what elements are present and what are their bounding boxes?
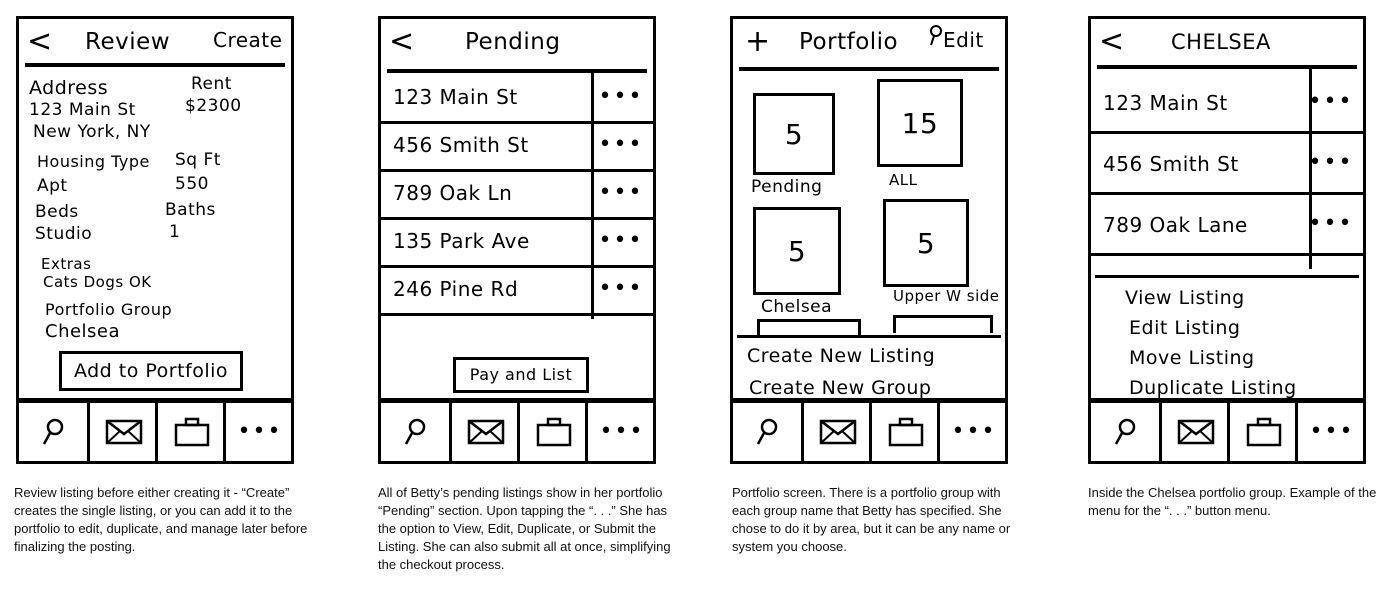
list-item[interactable] [1091,73,1363,134]
portfolio-header [733,19,1005,67]
group-label-pending: Pending [751,177,823,197]
group-tile-all[interactable] [877,79,963,167]
listing-address: 456 Smith St [1103,152,1239,176]
more-options-button[interactable]: ••• [598,276,644,301]
group-count: 5 [787,234,807,268]
add-to-portfolio-button[interactable]: Add to Portfolio [59,351,243,391]
page-title: Pending [465,29,561,55]
listing-address: 456 Smith St [393,133,529,157]
group-count: 5 [784,117,804,151]
pending-header [381,19,653,67]
tab-mail[interactable] [87,403,158,461]
tab-search[interactable] [733,403,801,461]
back-button[interactable]: < [27,24,53,59]
list-item[interactable] [381,121,653,172]
listing-address: 789 Oak Lane [1103,213,1248,237]
rent-value: $2300 [185,96,242,116]
menu-duplicate-listing[interactable]: Duplicate Listing [1129,377,1297,399]
more-icon: ••• [599,419,645,444]
listing-address: 246 Pine Rd [393,277,519,301]
tab-more[interactable] [585,403,656,461]
page-title: CHELSEA [1171,30,1271,54]
chelsea-header [1091,19,1363,67]
group-tile-chelsea[interactable] [753,207,841,295]
beds-label: Beds [35,202,79,222]
more-icon: ••• [1309,419,1355,444]
edit-button[interactable] [929,25,984,55]
list-item[interactable] [1091,134,1363,195]
listing-address: 789 Oak Ln [393,181,513,205]
tab-more[interactable] [223,403,294,461]
sqft-label: Sq Ft [175,150,221,170]
housing-type-value: Apt [37,176,68,196]
group-label-upper-west-side: Upper W side [893,287,1000,305]
review-header [19,19,291,67]
briefcase-icon [1246,417,1282,447]
menu-move-listing[interactable]: Move Listing [1129,347,1255,369]
search-icon [754,417,780,447]
more-options-button[interactable]: ••• [1308,150,1354,175]
briefcase-icon [888,417,924,447]
address-label: Address [29,77,109,99]
back-button[interactable]: < [389,24,415,59]
more-icon: ••• [237,419,283,444]
tab-bar [1091,398,1363,461]
tab-portfolio[interactable] [517,403,588,461]
housing-type-label: Housing Type [37,152,150,171]
address-line1: 123 Main St [29,100,136,120]
list-item[interactable] [381,217,653,268]
extras-value: Cats Dogs OK [43,273,152,291]
list-item[interactable] [381,169,653,220]
menu-edit-listing[interactable]: Edit Listing [1129,317,1241,339]
beds-value: Studio [35,224,93,244]
tab-bar [19,398,291,461]
list-item[interactable] [381,73,653,124]
group-count: 5 [916,226,936,260]
tab-more[interactable] [937,403,1008,461]
review-screen [16,16,294,464]
page-title: Review [85,29,171,55]
pending-caption: All of Betty’s pending listings show in her portfolio “Pending” section. Upon tapping the “. . .” She has the option to View, Edit, Duplicate, or Submit the Listing. She can also submit all at once, simplifying the checkout process. [378,485,671,572]
portfolio-group-label: Portfolio Group [45,300,173,319]
header-divider [1097,65,1357,69]
portfolio-screen [730,16,1008,464]
listing-address: 123 Main St [393,85,518,109]
tab-mail[interactable] [1159,403,1230,461]
mail-icon [1177,419,1215,445]
tab-mail[interactable] [449,403,520,461]
more-options-button[interactable]: ••• [1308,211,1354,236]
search-icon [1112,417,1138,447]
baths-value: 1 [169,222,181,242]
mail-icon [467,419,505,445]
tab-bar [733,398,1005,461]
create-button[interactable]: Create [213,28,283,52]
tab-portfolio[interactable] [155,403,226,461]
create-new-group-button[interactable]: Create New Group [749,377,932,399]
menu-divider [1095,275,1359,278]
menu-view-listing[interactable]: View Listing [1125,287,1245,309]
group-tile-upper-west-side[interactable] [883,199,969,287]
tab-more[interactable] [1295,403,1366,461]
briefcase-icon [536,417,572,447]
review-caption: Review listing before either creating it - “Create” creates the single listing, or you can add it to the portfolio to edit, duplicate, and manage later before finalizing the posting. [14,485,308,554]
listing-address: 135 Park Ave [393,229,530,253]
more-options-button[interactable]: ••• [598,84,644,109]
edit-label: Edit [943,28,984,52]
search-icon [40,417,66,447]
page-title: Portfolio [799,29,899,55]
mail-icon [105,419,143,445]
extras-label: Extras [41,255,92,273]
search-icon [929,25,943,47]
pay-and-list-button[interactable]: Pay and List [453,357,589,393]
portfolio-caption: Portfolio screen. There is a portfolio group with each group name that Betty has specified. She chose to do it by area, but it can be any name or system you choose. [732,485,1011,554]
group-label-all: ALL [889,171,918,189]
chelsea-screen [1088,16,1366,464]
rent-label: Rent [191,74,232,94]
tab-mail[interactable] [801,403,872,461]
tab-search[interactable] [19,403,87,461]
portfolio-group-value: Chelsea [45,321,121,342]
back-button[interactable]: < [1099,24,1125,59]
more-options-button[interactable]: ••• [598,132,644,157]
tab-bar [381,398,653,461]
tab-portfolio[interactable] [1227,403,1298,461]
briefcase-icon [174,417,210,447]
list-item[interactable] [1091,195,1363,256]
header-divider [739,67,999,71]
more-options-button[interactable]: ••• [1308,89,1354,114]
sqft-value: 550 [175,174,209,194]
listing-address: 123 Main St [1103,91,1228,115]
chelsea-caption: Inside the Chelsea portfolio group. Example of the menu for the “. . .” button menu. [1088,485,1377,518]
tab-search[interactable] [1091,403,1159,461]
search-icon [402,417,428,447]
create-new-listing-button[interactable]: Create New Listing [747,345,936,367]
group-label-chelsea: Chelsea [761,297,833,317]
add-button[interactable]: + [745,24,771,59]
list-item[interactable] [381,265,653,316]
tab-search[interactable] [381,403,449,461]
mail-icon [819,419,857,445]
group-count: 15 [901,106,939,140]
pending-screen [378,16,656,464]
group-tile-partial [893,315,993,333]
address-line2: New York, NY [33,122,151,142]
group-tile-pending[interactable] [753,93,835,175]
tab-portfolio[interactable] [869,403,940,461]
header-divider [25,63,285,67]
actions-divider [737,335,1001,338]
more-options-button[interactable]: ••• [598,228,644,253]
more-options-button[interactable]: ••• [598,180,644,205]
more-icon: ••• [951,419,997,444]
baths-label: Baths [165,200,216,220]
